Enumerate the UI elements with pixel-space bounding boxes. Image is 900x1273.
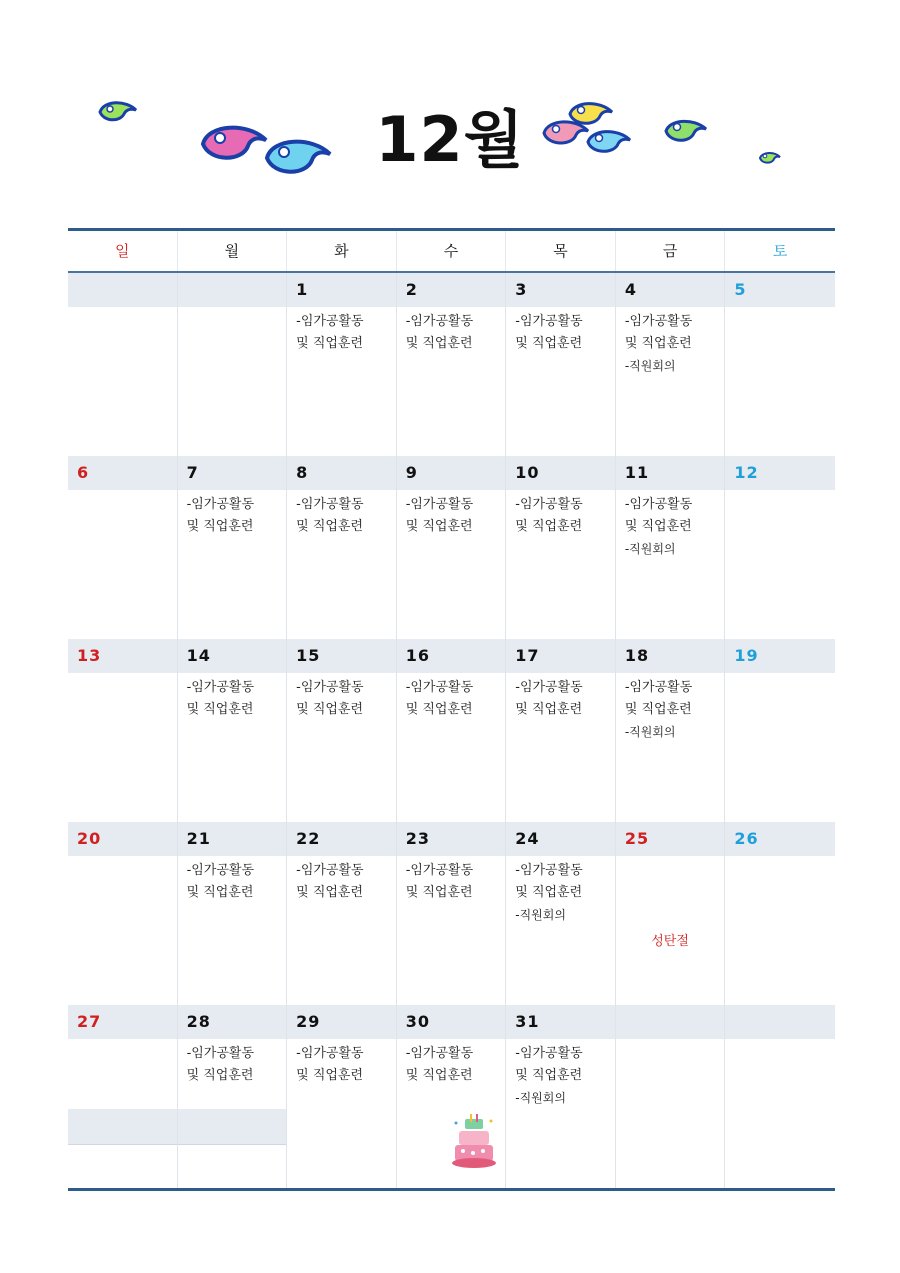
fish-icon bbox=[198, 120, 272, 166]
event-list bbox=[178, 856, 287, 904]
fish-icon bbox=[662, 116, 710, 146]
holiday-label: 성탄절 bbox=[651, 934, 689, 949]
day-number: 12 bbox=[725, 456, 835, 490]
event-list bbox=[287, 1039, 396, 1087]
weekday-header: 토 bbox=[772, 242, 788, 260]
day-cell bbox=[178, 639, 288, 822]
day-cell bbox=[506, 639, 616, 822]
event-list bbox=[397, 490, 506, 538]
day-cell bbox=[287, 822, 397, 1005]
day-cell bbox=[616, 273, 726, 456]
event-list bbox=[68, 856, 177, 860]
event-list bbox=[178, 1039, 287, 1087]
day-cell bbox=[725, 639, 835, 822]
day-number: 9 bbox=[397, 456, 506, 490]
day-cell bbox=[506, 273, 616, 456]
event-item: -임가공활동 bbox=[405, 863, 474, 878]
day-number: 6 bbox=[68, 456, 177, 490]
event-item: -임가공활동 bbox=[515, 1046, 583, 1061]
extra-row-bar bbox=[68, 1109, 177, 1145]
event-list bbox=[287, 673, 396, 721]
day-cell bbox=[68, 1005, 178, 1188]
day-number: 18 bbox=[616, 639, 725, 673]
event-item: 및 직업훈련 bbox=[515, 885, 583, 900]
weekday-header: 목 bbox=[506, 231, 616, 271]
day-cell bbox=[725, 1005, 835, 1188]
event-item: 및 직업훈련 bbox=[515, 519, 583, 534]
event-item: 및 직업훈련 bbox=[624, 702, 692, 717]
day-number: 26 bbox=[725, 822, 835, 856]
day-number: 27 bbox=[68, 1005, 177, 1039]
weekday-header: 월 bbox=[178, 231, 288, 271]
event-item: -직원회의 bbox=[515, 908, 566, 922]
calendar bbox=[68, 228, 835, 1191]
event-list bbox=[287, 490, 396, 538]
event-list bbox=[616, 307, 725, 377]
event-item: 및 직업훈련 bbox=[186, 519, 254, 534]
event-item: -임가공활동 bbox=[624, 680, 693, 695]
day-cell bbox=[68, 273, 178, 456]
day-number: 21 bbox=[178, 822, 287, 856]
event-item: -임가공활동 bbox=[186, 497, 255, 512]
day-number: 5 bbox=[725, 273, 835, 307]
day-number: 29 bbox=[287, 1005, 396, 1039]
day-cell bbox=[287, 273, 397, 456]
event-item: -임가공활동 bbox=[624, 314, 693, 329]
day-number: 25 bbox=[616, 822, 725, 856]
day-number: 20 bbox=[68, 822, 177, 856]
day-cell bbox=[287, 639, 397, 822]
day-number: 28 bbox=[178, 1005, 287, 1039]
day-number bbox=[178, 273, 287, 307]
event-item: -임가공활동 bbox=[405, 1046, 474, 1061]
weekday-header: 금 bbox=[616, 231, 726, 271]
event-list bbox=[287, 856, 396, 904]
day-number: 3 bbox=[506, 273, 615, 307]
week-row bbox=[68, 273, 835, 456]
day-number: 24 bbox=[506, 822, 615, 856]
event-list bbox=[397, 856, 506, 904]
event-item: -임가공활동 bbox=[405, 314, 474, 329]
event-list bbox=[506, 307, 615, 355]
bottom-rule bbox=[68, 1188, 835, 1191]
event-item: -임가공활동 bbox=[296, 680, 364, 695]
weekday-header-row bbox=[68, 231, 835, 273]
day-cell bbox=[68, 456, 178, 639]
weekday-header: 화 bbox=[287, 231, 397, 271]
event-item: 및 직업훈련 bbox=[186, 1068, 254, 1083]
week-row bbox=[68, 639, 835, 822]
day-number: 23 bbox=[397, 822, 506, 856]
weekday-header: 수 bbox=[397, 231, 507, 271]
event-item: -임가공활동 bbox=[405, 680, 474, 695]
day-cell bbox=[725, 273, 835, 456]
event-item: -임가공활동 bbox=[186, 1046, 255, 1061]
event-item: -임가공활동 bbox=[186, 680, 255, 695]
event-item: -임가공활동 bbox=[624, 497, 693, 512]
event-item: 및 직업훈련 bbox=[624, 519, 692, 534]
event-item: 및 직업훈련 bbox=[405, 885, 473, 900]
event-item: 및 직업훈련 bbox=[296, 336, 364, 351]
day-number: 8 bbox=[287, 456, 396, 490]
fish-icon bbox=[584, 126, 634, 158]
event-list bbox=[616, 673, 725, 743]
weekday-header: 일 bbox=[68, 231, 178, 271]
event-list bbox=[616, 490, 725, 560]
event-item: -임가공활동 bbox=[515, 863, 583, 878]
day-cell bbox=[616, 456, 726, 639]
day-cell bbox=[616, 822, 726, 1005]
day-cell bbox=[178, 822, 288, 1005]
event-item: 및 직업훈련 bbox=[296, 885, 364, 900]
day-number bbox=[725, 1005, 835, 1039]
day-cell bbox=[178, 1005, 288, 1188]
day-cell bbox=[178, 273, 288, 456]
day-number: 22 bbox=[287, 822, 396, 856]
day-number: 31 bbox=[506, 1005, 615, 1039]
event-list bbox=[725, 307, 835, 311]
event-list bbox=[68, 490, 177, 494]
calendar-body bbox=[68, 273, 835, 1188]
day-cell bbox=[178, 456, 288, 639]
day-cell bbox=[725, 456, 835, 639]
day-number: 11 bbox=[616, 456, 725, 490]
event-item: 및 직업훈련 bbox=[296, 702, 364, 717]
event-item: -임가공활동 bbox=[405, 497, 474, 512]
day-cell bbox=[287, 1005, 397, 1188]
fish-icon bbox=[758, 150, 782, 166]
event-item: 및 직업훈련 bbox=[405, 1068, 473, 1083]
event-item: 및 직업훈련 bbox=[515, 1068, 583, 1083]
event-item: 및 직업훈련 bbox=[186, 885, 254, 900]
event-list bbox=[506, 1039, 615, 1109]
event-item: 및 직업훈련 bbox=[405, 702, 473, 717]
day-cell bbox=[287, 456, 397, 639]
event-item: -직원회의 bbox=[624, 542, 676, 556]
event-list bbox=[178, 307, 287, 311]
day-number: 7 bbox=[178, 456, 287, 490]
event-list bbox=[506, 673, 615, 721]
event-list bbox=[397, 673, 506, 721]
event-item: -임가공활동 bbox=[296, 1046, 364, 1061]
event-item: -직원회의 bbox=[624, 359, 676, 373]
day-number: 16 bbox=[397, 639, 506, 673]
event-list bbox=[506, 490, 615, 538]
week-row bbox=[68, 456, 835, 639]
event-list bbox=[616, 856, 725, 860]
day-number: 4 bbox=[616, 273, 725, 307]
week-row bbox=[68, 1005, 835, 1188]
day-number bbox=[616, 1005, 725, 1039]
event-item: -직원회의 bbox=[515, 1091, 566, 1105]
event-list bbox=[68, 673, 177, 677]
week-row bbox=[68, 822, 835, 1005]
day-number: 15 bbox=[287, 639, 396, 673]
day-number: 10 bbox=[506, 456, 615, 490]
event-list bbox=[178, 673, 287, 721]
event-list bbox=[287, 307, 396, 355]
day-cell bbox=[68, 639, 178, 822]
fish-icon bbox=[262, 134, 336, 180]
event-item: 및 직업훈련 bbox=[515, 336, 583, 351]
day-cell bbox=[68, 822, 178, 1005]
page-title: 12월 bbox=[375, 103, 525, 176]
day-number: 1 bbox=[287, 273, 396, 307]
day-cell bbox=[397, 456, 507, 639]
day-cell bbox=[616, 1005, 726, 1188]
day-cell bbox=[616, 639, 726, 822]
day-number: 19 bbox=[725, 639, 835, 673]
day-cell bbox=[397, 1005, 507, 1188]
day-number: 13 bbox=[68, 639, 177, 673]
day-number: 30 bbox=[397, 1005, 506, 1039]
event-item: -임가공활동 bbox=[186, 863, 255, 878]
day-cell bbox=[506, 456, 616, 639]
day-cell bbox=[397, 822, 507, 1005]
event-item: 및 직업훈련 bbox=[296, 519, 364, 534]
event-item: 및 직업훈련 bbox=[405, 519, 473, 534]
event-item: -임가공활동 bbox=[296, 314, 364, 329]
event-list bbox=[725, 1039, 835, 1043]
event-list bbox=[725, 490, 835, 494]
event-item: 및 직업훈련 bbox=[186, 702, 254, 717]
event-item: -직원회의 bbox=[624, 725, 676, 739]
event-list bbox=[725, 673, 835, 677]
event-list bbox=[506, 856, 615, 926]
birthday-cake-icon bbox=[451, 1113, 497, 1171]
day-cell bbox=[397, 273, 507, 456]
day-cell bbox=[397, 639, 507, 822]
event-item: 및 직업훈련 bbox=[624, 336, 692, 351]
fish-icon bbox=[96, 98, 140, 126]
event-list bbox=[725, 856, 835, 860]
day-number: 2 bbox=[397, 273, 506, 307]
day-cell bbox=[725, 822, 835, 1005]
event-item: -임가공활동 bbox=[296, 497, 364, 512]
event-list bbox=[68, 307, 177, 311]
event-item: -임가공활동 bbox=[515, 680, 583, 695]
event-list bbox=[397, 307, 506, 355]
extra-row-bar bbox=[178, 1109, 287, 1145]
event-item: 및 직업훈련 bbox=[296, 1068, 364, 1083]
day-cell bbox=[506, 822, 616, 1005]
event-list bbox=[178, 490, 287, 538]
day-number: 14 bbox=[178, 639, 287, 673]
event-item: 및 직업훈련 bbox=[405, 336, 473, 351]
event-item: -임가공활동 bbox=[296, 863, 364, 878]
event-list bbox=[616, 1039, 725, 1043]
event-list bbox=[68, 1039, 177, 1043]
event-item: -임가공활동 bbox=[515, 497, 583, 512]
event-list bbox=[397, 1039, 506, 1087]
event-item: -임가공활동 bbox=[515, 314, 583, 329]
event-item: 및 직업훈련 bbox=[515, 702, 583, 717]
day-number: 17 bbox=[506, 639, 615, 673]
day-cell bbox=[506, 1005, 616, 1188]
day-number bbox=[68, 273, 177, 307]
